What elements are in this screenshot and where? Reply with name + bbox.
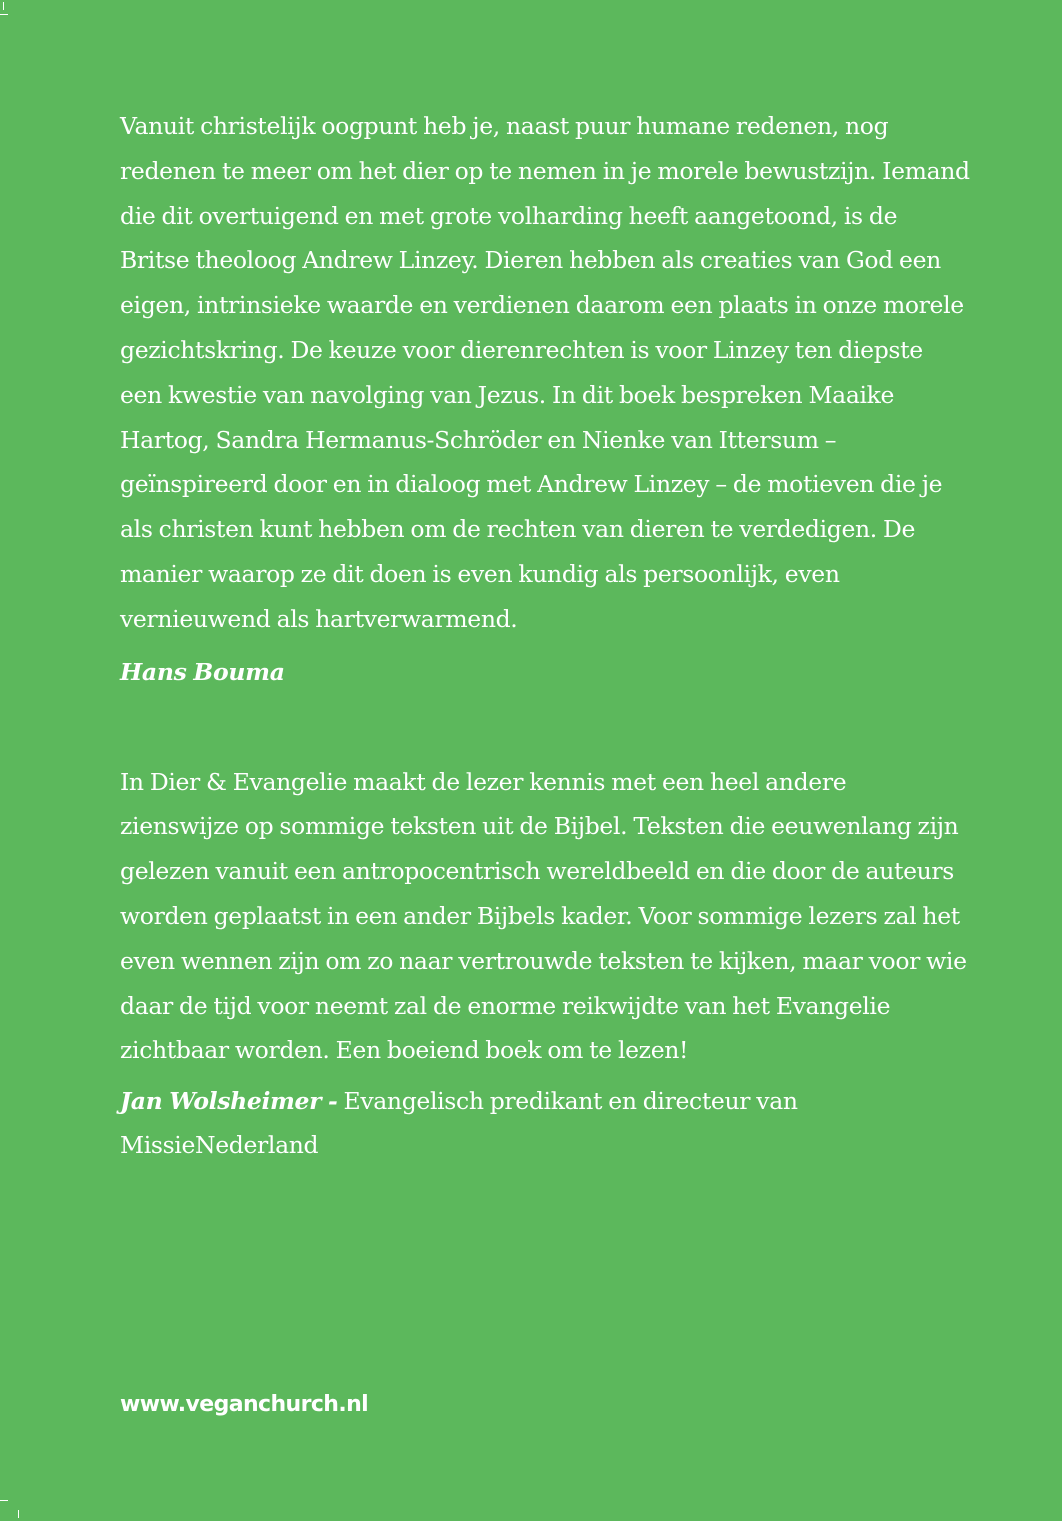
reviewer-role: Evangelisch predikant en directeur van MissieNederland: [120, 1087, 798, 1160]
crop-mark-top-left-vertical: [3, 2, 4, 10]
review-paragraph-1: Vanuit christelijk oogpunt heb je, naast puur humane redenen, nog redenen te meer om het dier op te nemen in je morele bewustzijn. Iemand die dit overtuigend en met grote volharding heeft aangetoond, is de Britse theoloog Andrew Linzey. Dieren hebben als creaties van God een eigen, intrinsieke waarde en verdienen daarom een plaats in onze morele gezichtskring. De keuze voor dierenrechten is voor Linzey ten diepste een kwestie van navolging van Jezus. In dit boek bespreken Maaike Hartog, Sandra Hermanus-Schröder en Nienke van Ittersum – geïnspireerd door en in dialoog met Andrew Linzey – de motieven die je als christen kunt hebben om de rechten van dieren te verdedigen. De manier waarop ze dit doen is even kundig als persoonlijk, even vernieuwend als hartverwarmend.: [120, 112, 970, 633]
review-paragraph-2: In Dier & Evangelie maakt de lezer kennis met een heel andere zienswijze op sommige teksten uit de Bijbel. Teksten die eeuwenlang zijn gelezen vanuit een antropocentrisch wereldbeeld en die door de auteurs worden geplaatst in een ander Bijbels kader. Voor sommige lezers zal het even wennen zijn om zo naar vertrouwde teksten te kijken, maar voor wie daar de tijd voor neemt zal de enorme reikwijdte van het Evangelie zichtbaar worden. Een boeiend boek om te lezen!: [120, 767, 967, 1065]
review-attribution-2: [120, 1079, 970, 1167]
blurb-content: [120, 104, 970, 1167]
website-url: www.veganchurch.nl: [120, 1392, 369, 1417]
crop-mark-bottom-left: [0, 1500, 8, 1501]
crop-mark-top-left: [0, 14, 8, 15]
crop-mark-bottom-left-vertical: [18, 1510, 19, 1518]
reviewer-name: Jan Wolsheimer -: [120, 1087, 338, 1116]
review-attribution-1: Hans Bouma: [120, 657, 285, 686]
